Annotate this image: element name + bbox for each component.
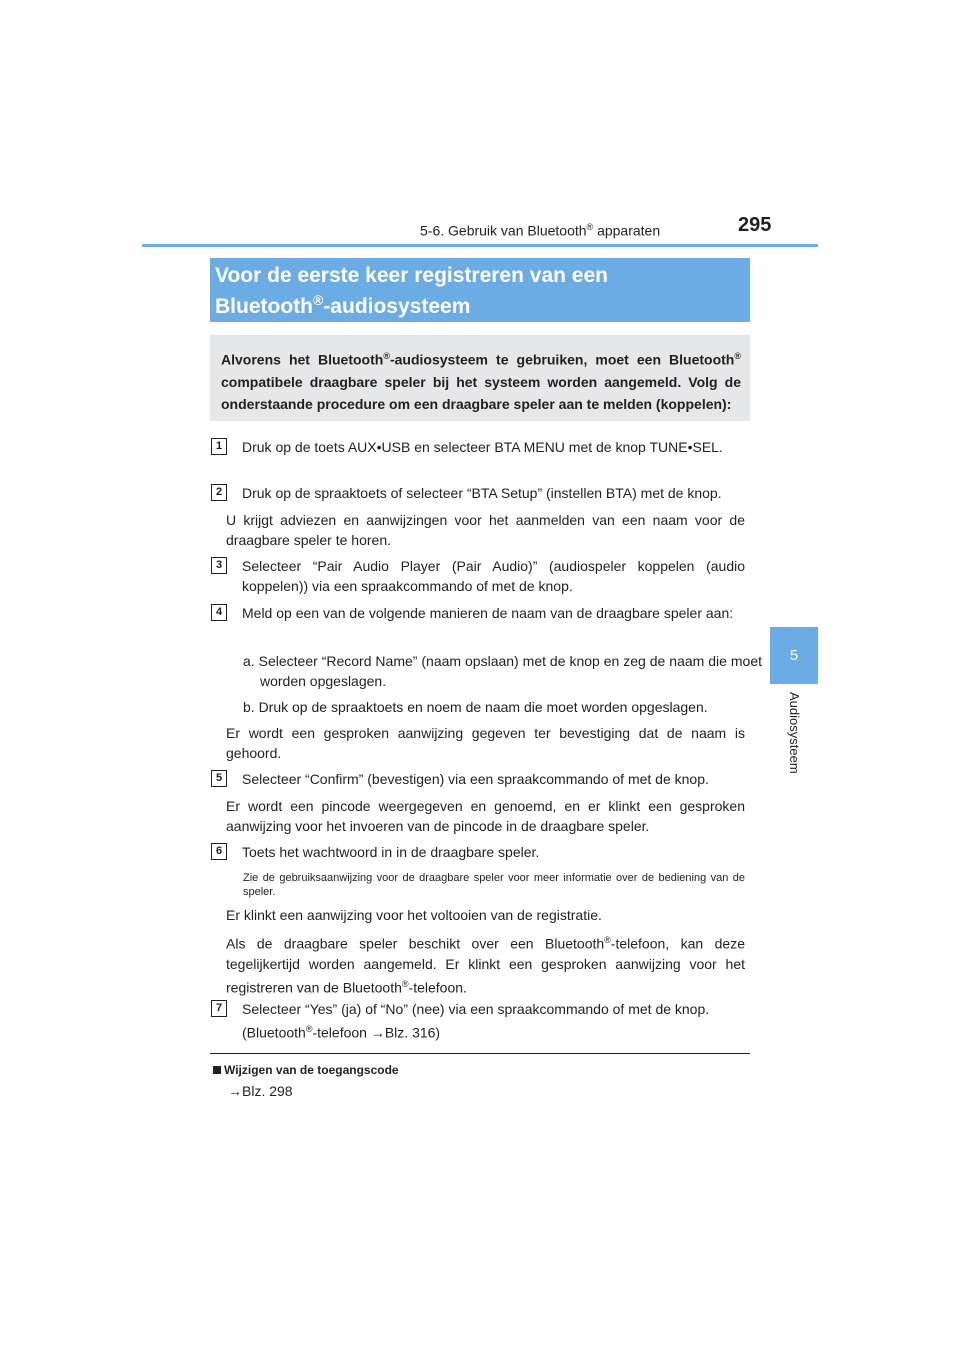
step-text: Meld op een van de volgende manieren de naam van de draagbare speler aan: bbox=[242, 605, 734, 621]
chapter-label: Audiosysteem bbox=[787, 692, 802, 774]
step-note: U krijgt adviezen en aanwijzingen voor het aanmelden van een naam voor de draagbare speler te horen. bbox=[226, 512, 745, 548]
page-reference: →Blz. 298 bbox=[228, 1083, 293, 1099]
intro-box bbox=[210, 335, 750, 421]
step-text: Druk op de toets AUX•USB en selecteer BTA MENU met de knop TUNE•SEL. bbox=[242, 439, 723, 455]
section-divider bbox=[210, 1053, 750, 1054]
step-number: 2 bbox=[211, 484, 227, 501]
header-section-title: 5-6. Gebruik van Bluetooth® apparaten bbox=[420, 222, 661, 239]
step-number: 7 bbox=[211, 1000, 227, 1017]
step-number: 5 bbox=[211, 770, 227, 787]
step-number: 1 bbox=[211, 438, 227, 455]
step-text: Toets het wachtwoord in in de draagbare speler. bbox=[242, 844, 540, 860]
sub-section-title: Wijzigen van de toegangscode bbox=[213, 1063, 399, 1077]
step-text: Selecteer “Pair Audio Player (Pair Audio)” (audiospeler koppelen (audio koppelen)) via een spraakcommando of met de knop. bbox=[242, 558, 745, 594]
step-note: Er wordt een gesproken aanwijzing gegeven ter bevestiging dat de naam is gehoord. bbox=[226, 725, 745, 761]
page-number: 295 bbox=[738, 214, 772, 236]
square-bullet-icon bbox=[213, 1066, 221, 1074]
sub-step-b: b. Druk op de spraaktoets en noem de naam die moet worden opgeslagen. bbox=[243, 699, 708, 715]
step-small-note: Zie de gebruiksaanwijzing voor de draagbare speler voor meer informatie over de bediening van de speler. bbox=[243, 872, 745, 898]
step-number: 6 bbox=[211, 843, 227, 860]
step-text: Druk op de spraaktoets of selecteer “BTA Setup” (instellen BTA) met de knop. bbox=[242, 485, 722, 501]
section-title-line2: Bluetooth®-audiosysteem bbox=[215, 292, 471, 318]
header-rule bbox=[142, 244, 818, 247]
chapter-tab: 5 bbox=[770, 627, 818, 684]
section-title-line1: Voor de eerste keer registreren van een bbox=[215, 264, 608, 287]
step-number: 4 bbox=[211, 604, 227, 621]
step-number: 3 bbox=[211, 557, 227, 574]
step-note: (Bluetooth®-telefoon →Blz. 316) bbox=[242, 1024, 441, 1041]
step-text: Selecteer “Confirm” (bevestigen) via een spraakcommando of met de knop. bbox=[242, 771, 709, 787]
step-note: Er klinkt een aanwijzing voor het voltooien van de registratie. bbox=[226, 907, 602, 923]
step-text: Selecteer “Yes” (ja) of “No” (nee) via een spraakcommando of met de knop. bbox=[242, 1001, 710, 1017]
section-title bbox=[210, 258, 750, 322]
sub-step-a: a. Selecteer “Record Name” (naam opslaan) met de knop en zeg de naam die moet worden opgeslagen. bbox=[243, 653, 762, 689]
intro-text: Alvorens het Bluetooth®-audiosysteem te gebruiken, moet een Bluetooth® compatibele draagbare speler bij het systeem worden aangemeld. Volg de onderstaande procedure om een draagbare speler aan te melden (koppelen): bbox=[221, 351, 741, 412]
step-note: Er wordt een pincode weergegeven en genoemd, en er klinkt een gesproken aanwijzing voor het invoeren van de pincode in de draagbare speler. bbox=[226, 798, 745, 834]
step-note: Als de draagbare speler beschikt over een Bluetooth®-telefoon, kan deze tegelijkertijd worden aangemeld. Er klinkt een gesproken aanwijzing voor het registreren van de Bluetooth®-telefoon. bbox=[226, 935, 745, 996]
